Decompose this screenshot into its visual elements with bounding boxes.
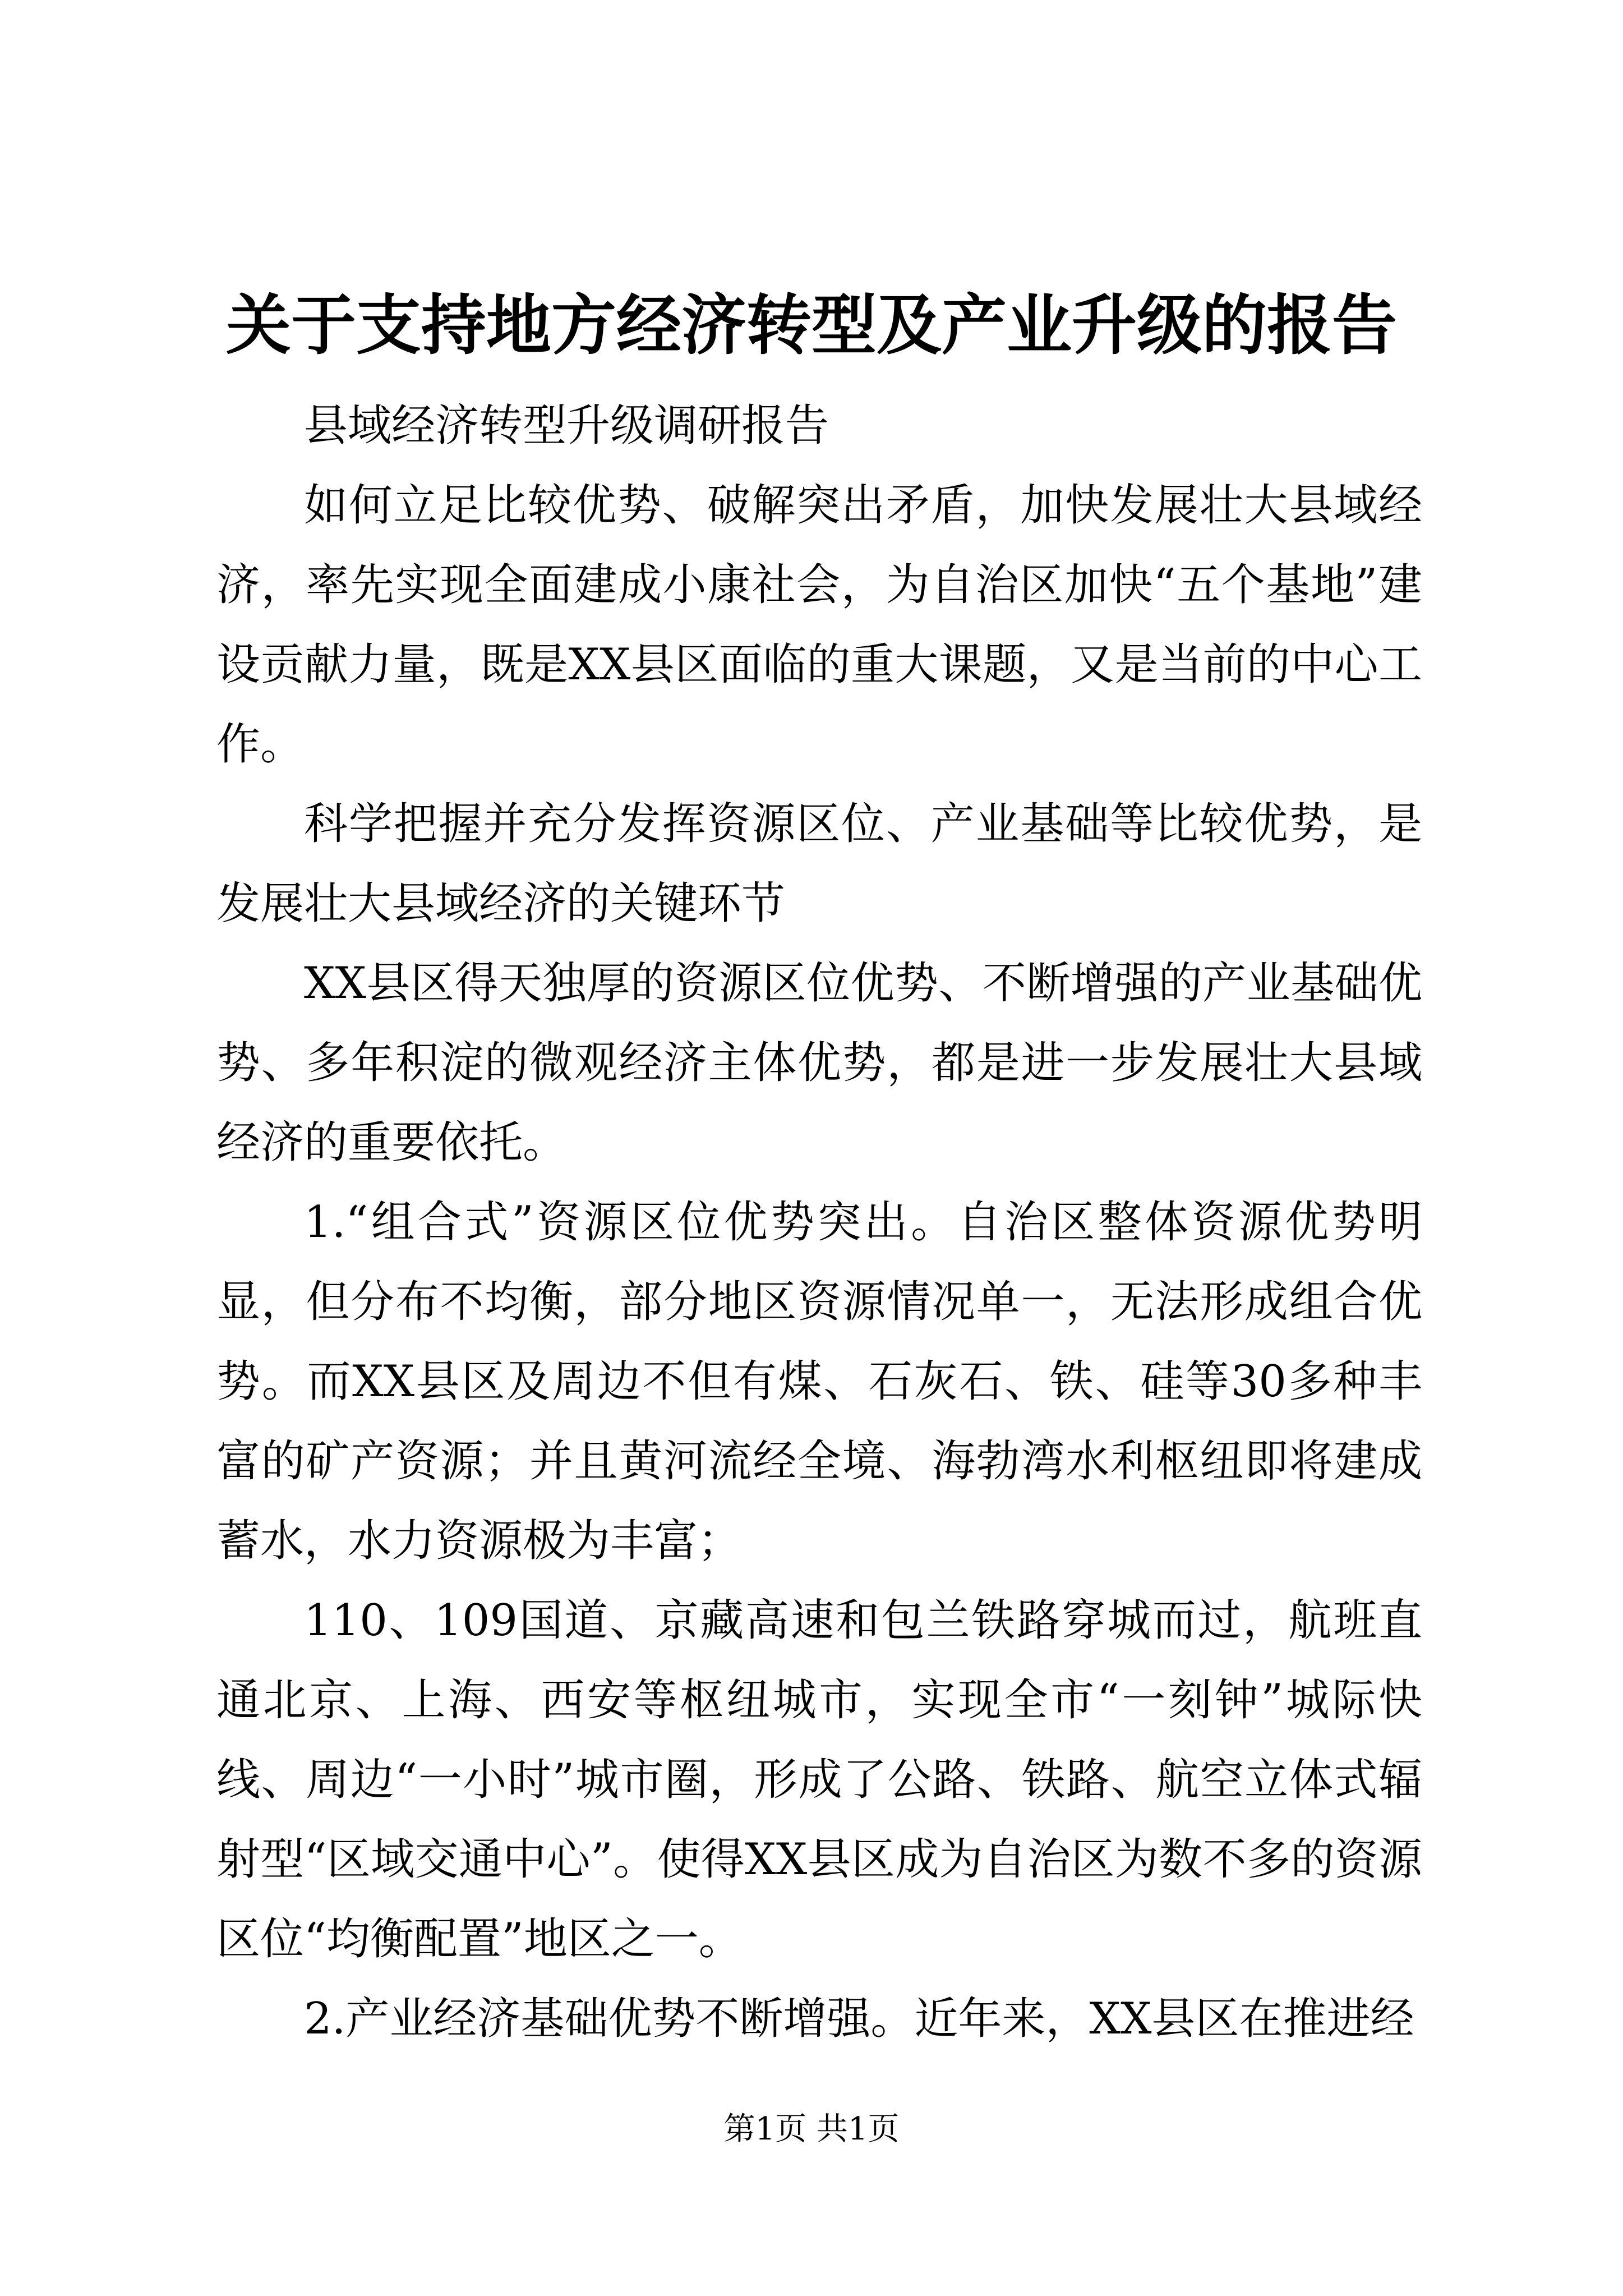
page-footer: 第1页 共1页: [723, 2111, 900, 2147]
paragraph-intro: 如何立足比较优势、破解突出矛盾，加快发展壮大县域经济，率先实现全面建成小康社会，为自治区加快“五个基地”建设贡献力量，既是XX县区面临的重大课题，又是当前的中心工作。: [216, 480, 1422, 770]
paragraph-key-link: 科学把握并充分发挥资源区位、产业基础等比较优势，是发展壮大县域经济的关键环节: [216, 799, 1422, 929]
paragraph-advantages: XX县区得天独厚的资源区位优势、不断增强的产业基础优势、多年积淀的微观经济主体优势，都是进一步发展壮大县域经济的重要依托。: [216, 958, 1422, 1168]
paragraph-point-2: 2.产业经济基础优势不断增强。近年来，XX县区在推进经: [304, 1994, 1414, 2044]
paragraph-point-1: 1.“组合式”资源区位优势突出。自治区整体资源优势明显，但分布不均衡，部分地区资源情况单一，无法形成组合优势。而XX县区及周边不但有煤、石灰石、铁、硅等30多种丰富的矿产资源；并且黄河流经全境、海勃湾水利枢纽即将建成蓄水，水力资源极为丰富；: [216, 1197, 1422, 1566]
document-title: 关于支持地方经济转型及产业升级的报告: [226, 287, 1397, 364]
paragraph-subtitle: 县域经济转型升级调研报告: [304, 401, 829, 451]
document-body: [216, 386, 1422, 2059]
paragraph-transport: 110、109国道、京藏高速和包兰铁路穿城而过，航班直通北京、上海、西安等枢纽城市，实现全市“一刻钟”城际快线、周边“一小时”城市圈，形成了公路、铁路、航空立体式辐射型“区域交通中心”。使得XX县区成为自治区为数不多的资源区位“均衡配置”地区之一。: [216, 1595, 1422, 1964]
